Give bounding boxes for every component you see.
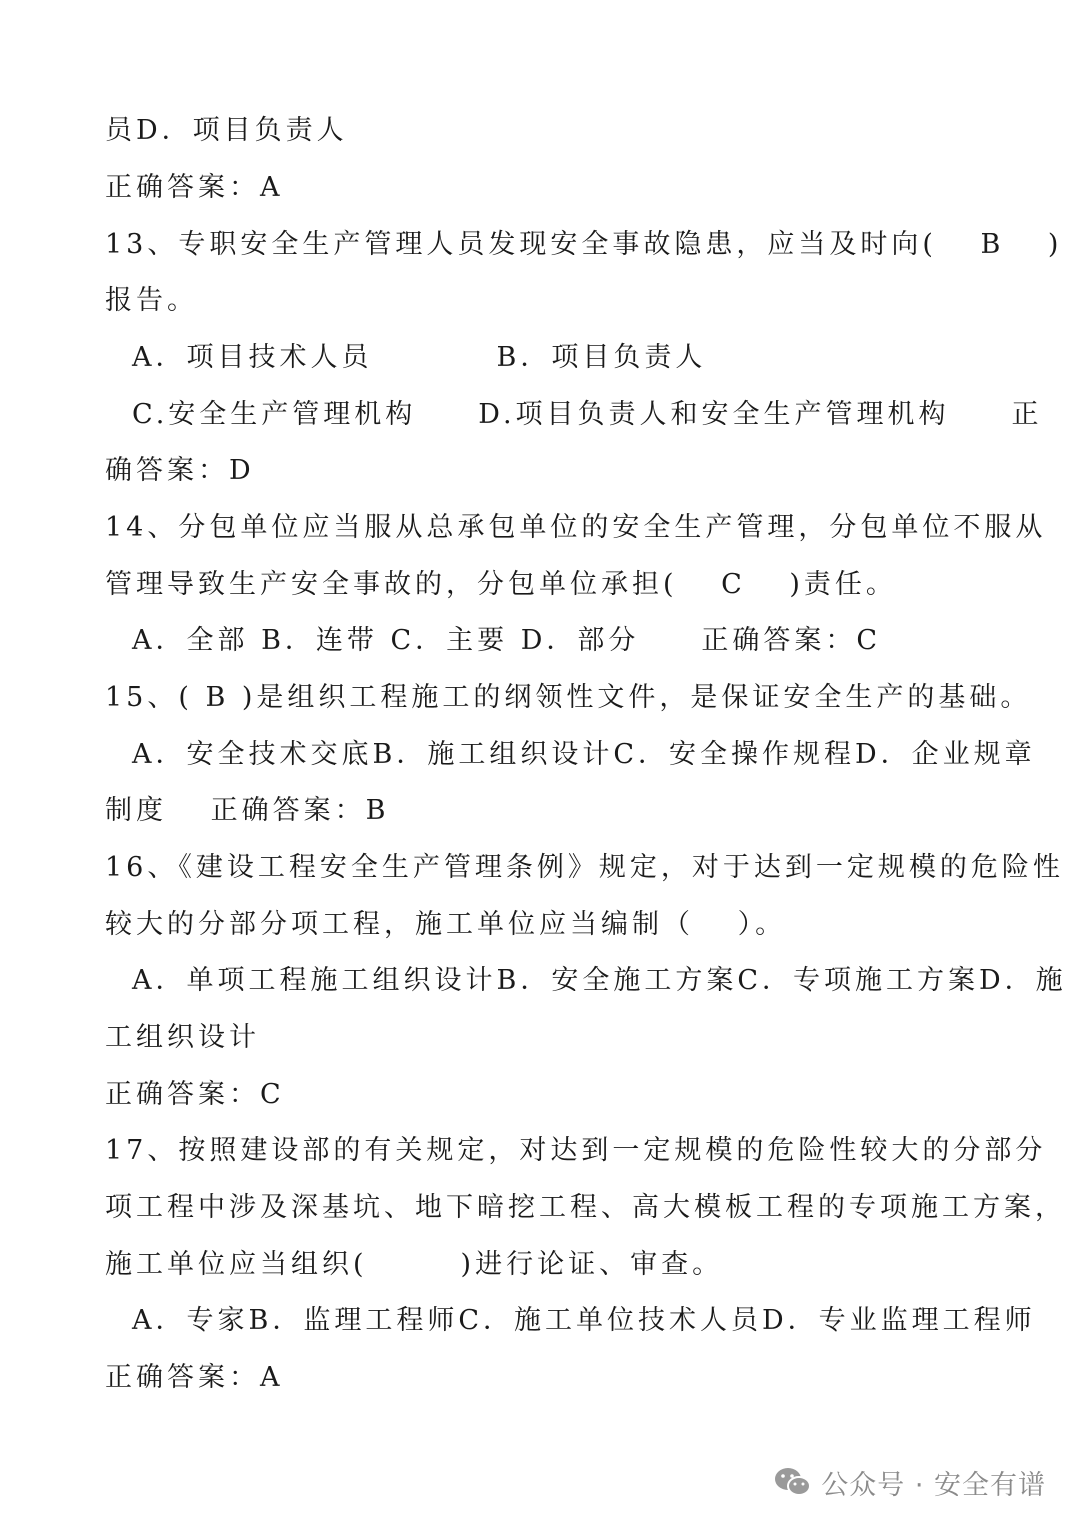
- answer-line: 正确答案：A: [105, 172, 284, 203]
- text-line: 员D．项目负责人: [105, 115, 348, 146]
- text-line: 较大的分部分项工程，施工单位应当编制（ ）。: [105, 909, 787, 940]
- answer-line: 确答案：D: [105, 455, 255, 486]
- options-line: A．专家B．监理工程师C．施工单位技术人员D．专业监理工程师: [132, 1305, 1036, 1336]
- text-line: 报告。: [105, 285, 198, 316]
- text-line: 管理导致生产安全事故的，分包单位承担( C )责任。: [105, 569, 897, 600]
- options-line: A．安全技术交底B．施工组织设计C．安全操作规程D．企业规章: [132, 739, 1036, 770]
- options-line: A．全部 B．连带 C．主要 D．部分 正确答案：C: [132, 625, 882, 656]
- question-16: 16、《建设工程安全生产管理条例》规定，对于达到一定规模的危险性: [105, 852, 1064, 883]
- watermark: [773, 1462, 1046, 1502]
- options-line: C.安全生产管理机构 D.项目负责人和安全生产管理机构 正: [132, 399, 1043, 430]
- text-line: 施工单位应当组织( )进行论证、审查。: [105, 1249, 724, 1280]
- question-15: 15、( B )是组织工程施工的纲领性文件，是保证安全生产的基础。: [105, 682, 1032, 713]
- answer-line: 制度 正确答案：B: [105, 795, 390, 826]
- answer-line: 正确答案：A: [105, 1362, 284, 1393]
- options-line: A．单项工程施工组织设计B．安全施工方案C．专项施工方案D．施: [132, 965, 1067, 996]
- text-line: 工组织设计: [105, 1022, 260, 1053]
- question-14: 14、分包单位应当服从总承包单位的安全生产管理，分包单位不服从: [105, 512, 1047, 543]
- text-line: 项工程中涉及深基坑、地下暗挖工程、高大模板工程的专项施工方案，: [105, 1192, 1066, 1223]
- question-13: 13、专职安全生产管理人员发现安全事故隐患，应当及时向( B ): [105, 229, 1063, 260]
- watermark-text: 公众号 · 安全有谱: [821, 1469, 1046, 1501]
- answer-line: 正确答案：C: [105, 1079, 285, 1110]
- question-17: 17、按照建设部的有关规定，对达到一定规模的危险性较大的分部分: [105, 1135, 1047, 1166]
- options-line: A．项目技术人员 B．项目负责人: [132, 342, 707, 373]
- wechat-icon: [773, 1465, 813, 1499]
